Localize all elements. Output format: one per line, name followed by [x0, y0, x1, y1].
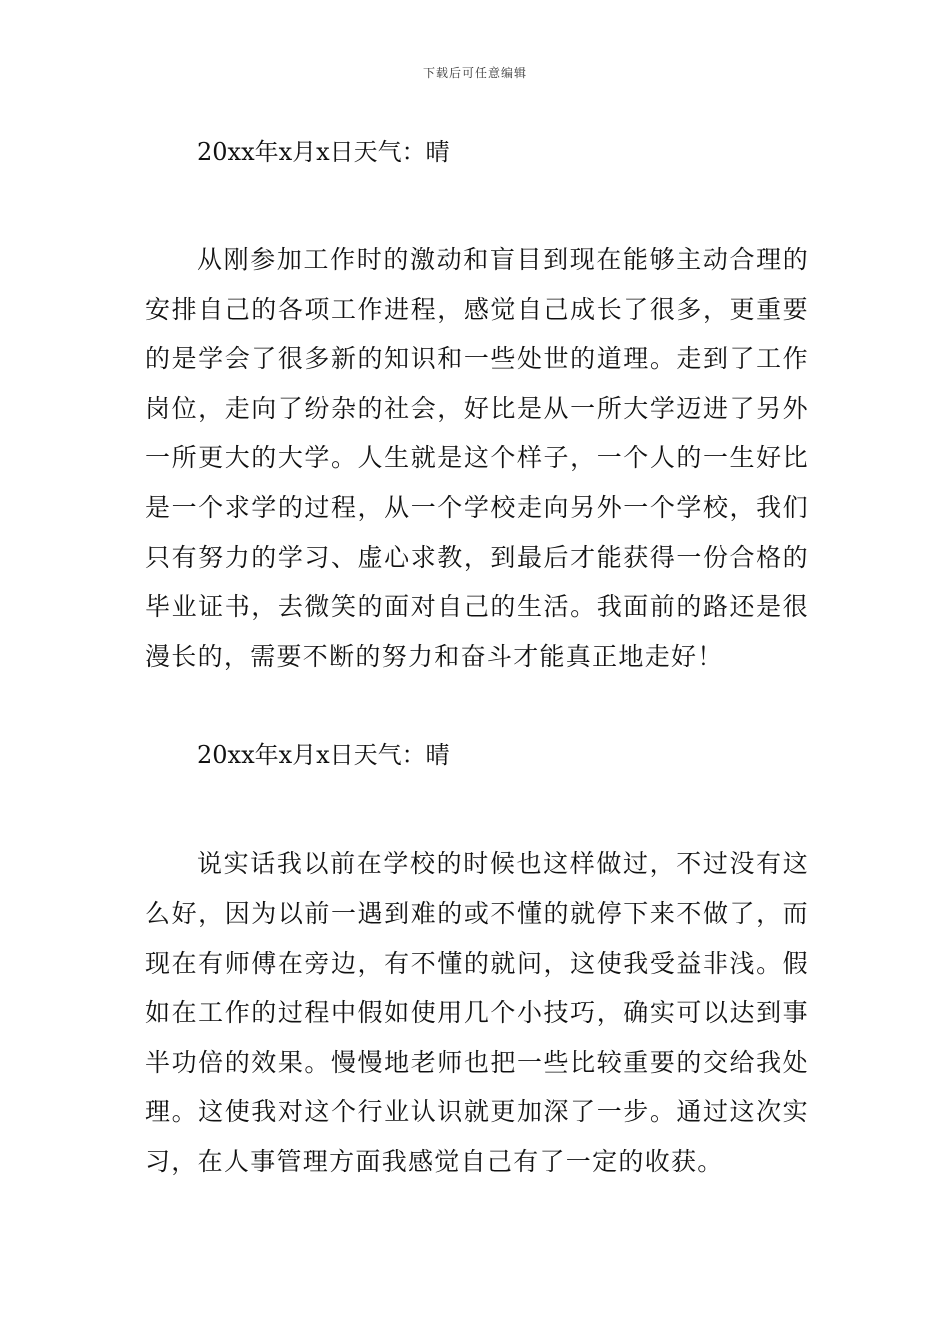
spacer	[145, 779, 809, 839]
entry-date-2: 20xx年x月x日天气：晴	[197, 741, 450, 770]
entry-date-1: 20xx年x月x日天气：晴	[197, 138, 450, 166]
spacer	[145, 681, 809, 731]
page-header: 下载后可任意编辑	[422, 66, 527, 80]
spacer	[145, 176, 809, 235]
entry-body-1: 从刚参加工作时的激动和盲目到现在能够主动合理的安排自己的各项工作进程，感觉自己成长了很多，更重要的是学会了很多新的知识和一些处世的道理。走到了工作岗位，走向了纷杂的社会，好比是从一所大学迈进了另外一所更大的大学。人生就是这个样子，一个人的一生好比是一个求学的过程，从一个学校走向另外一个学校，我们只有努力的学习、虚心求教，到最后才能获得一份合格的毕业证书，去微笑的面对自己的生活。我面前的路还是很漫长的，需要不断的努力和奋斗才能真正地走好！	[145, 245, 809, 671]
entry-body-2: 说实话我以前在学校的时候也这样做过，不过没有这么好，因为以前一遇到难的或不懂的就停下来不做了，而现在有师傅在旁边，有不懂的就问，这使我受益非浅。假如在工作的过程中假如使用几个小技巧，确实可以达到事半功倍的效果。慢慢地老师也把一些比较重要的交给我处理。这使我对这个行业认识就更加深了一步。通过这次实习，在人事管理方面我感觉自己有了一定的收获。	[145, 849, 809, 1176]
document-body	[145, 128, 809, 1187]
